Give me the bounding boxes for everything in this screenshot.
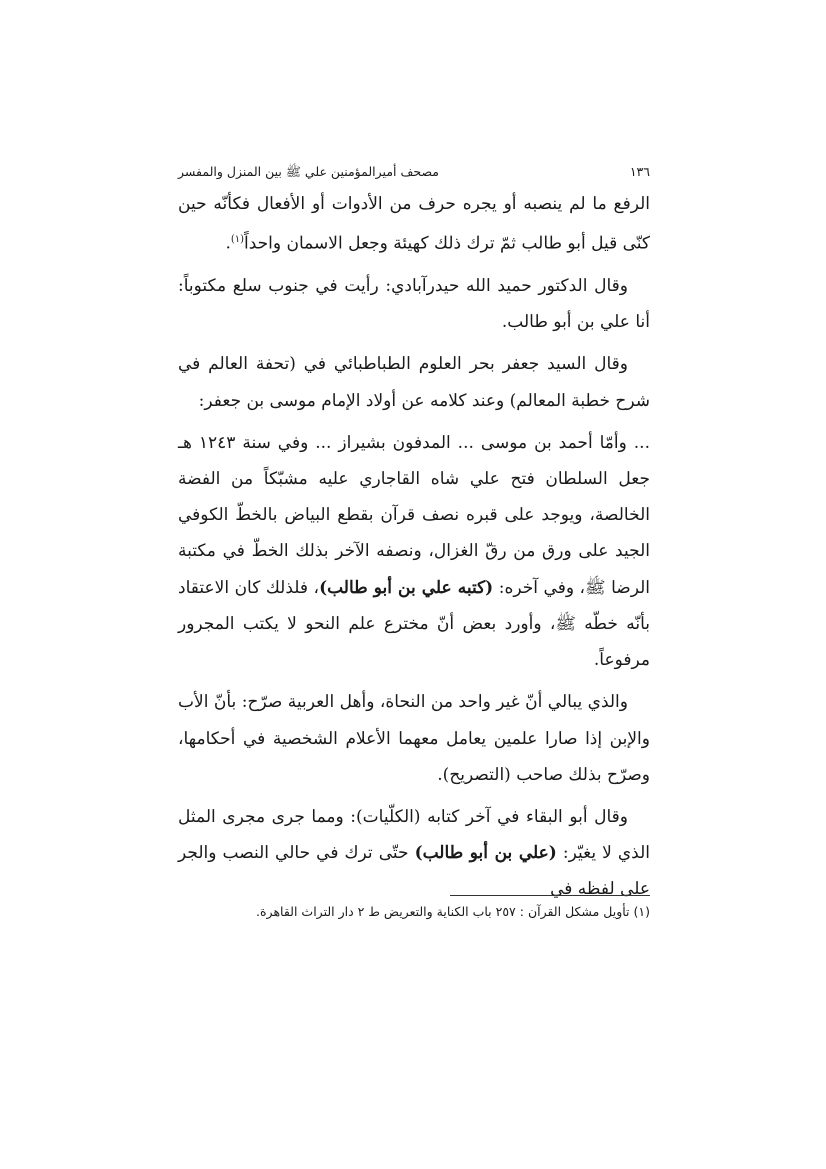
- paragraph-4-text-b: ، فلذلك كان الاعتقاد بأنّه خطّه ﷺ، وأورد بعض أنّ مخترع علم النحو لا يكتب المجرور مرفوعاً.: [178, 577, 650, 671]
- footnote: (١) تأويل مشكل القرآن : ٢٥٧ باب الكناية والتعريض ط ٢ دار التراث القاهرة.: [256, 904, 650, 919]
- footnote-divider: [450, 895, 650, 896]
- paragraph-6-text-a: وقال أبو البقاء في آخر كتابه (الكلّيات): ومما جرى مجرى المثل الذي لا يغيّر:: [178, 806, 650, 864]
- paragraph-4-text-a: ... وأمّا أحمد بن موسى ... المدفون بشيراز ... وفي سنة ١٢٤٣ هـ جعل السلطان فتح علي شاه القاجاري عليه مشبّكاً من الفضة الخالصة، ويوجد على قبره نصف قرآن بقطع البياض بالخطّ الكوفي الجيد على ورق من رقّ الغزال، ونصفه الآخر بذلك الخطّ في مكتبة الرضا ﷺ، وفي آخره:: [178, 432, 650, 598]
- paragraph-4: [178, 425, 650, 678]
- paragraph-2: وقال الدكتور حميد الله حيدرآبادي: رأيت في جنوب سلع مكتوباً: أنا علي بن أبو طالب.: [178, 276, 650, 333]
- page-header: [178, 160, 650, 184]
- body-text: [178, 186, 650, 914]
- paragraph-1-end: .: [225, 233, 231, 254]
- paragraph-6-text-b: حتّى ترك في حالي النصب والجر على لفظه في: [178, 843, 650, 900]
- paragraph-1: [178, 186, 650, 262]
- paragraph-5: والذي يبالي أنّ غير واحد من النحاة، وأهل العربية صرّح: بأنّ الأب والإبن إذا صارا علمين يعامل معهما الأعلام الشخصية في أحكامها، وصرّح بذلك صاحب (التصريح).: [178, 692, 650, 785]
- paragraph-6: [178, 799, 650, 908]
- paragraph-1-text: الرفع ما لم ينصبه أو يجره حرف من الأدوات أو الأفعال فكأنّه حين كنّى قيل أبو طالب ثمّ ترك ذلك كهيئة وجعل الاسمان واحداً: [178, 194, 650, 254]
- paragraph-6-bold-quote: (علي بن أبو طالب): [414, 843, 557, 864]
- paragraph-4-bold-quote: (كتبه علي بن أبو طالب): [319, 577, 494, 598]
- running-title: مصحف أميرالمؤمنين علي ﷺ بين المنزل والمفسر: [178, 164, 439, 179]
- page-number: ١٣٦: [629, 164, 650, 179]
- footnote-marker: (١): [230, 234, 245, 246]
- paragraph-3: وقال السيد جعفر بحر العلوم الطباطبائي في (تحفة العالم في شرح خطبة المعالم) وعند كلامه عن أولاد الإمام موسى بن جعفر:: [178, 354, 650, 411]
